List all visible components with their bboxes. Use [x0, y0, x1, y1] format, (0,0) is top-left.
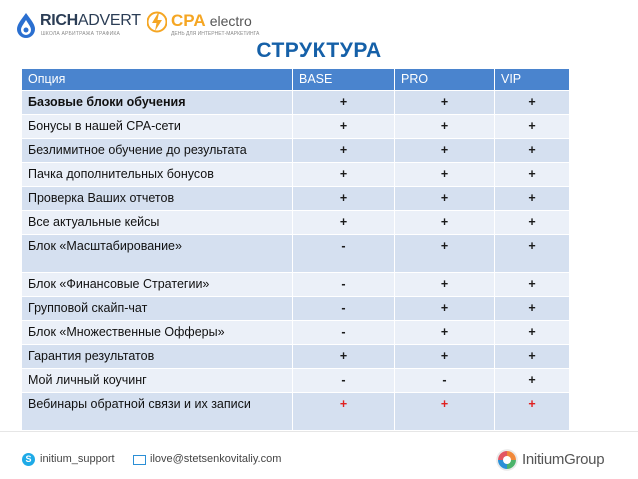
- pro-cell: +: [395, 187, 495, 211]
- table-row: [22, 139, 570, 163]
- pro-cell: +: [395, 91, 495, 115]
- rich-text: RICH: [40, 12, 78, 29]
- advert-text: ADVERT: [77, 12, 141, 29]
- pro-cell: +: [395, 345, 495, 369]
- table-row: [22, 393, 570, 431]
- structure-table: [21, 68, 570, 431]
- pro-cell: +: [395, 115, 495, 139]
- cpa-electro-logo: [147, 6, 297, 42]
- base-cell: +: [293, 115, 395, 139]
- option-cell: Проверка Ваших отчетов: [22, 187, 293, 211]
- base-cell: +: [293, 393, 395, 431]
- table-row: [22, 345, 570, 369]
- option-cell: Все актуальные кейсы: [22, 211, 293, 235]
- option-cell: Блок «Масштабирование»: [22, 235, 293, 273]
- option-cell: Вебинары обратной связи и их записи: [22, 393, 293, 431]
- table-row: [22, 369, 570, 393]
- column-header-vip: VIP: [495, 69, 570, 91]
- vip-cell: +: [495, 369, 570, 393]
- table-header-row: [22, 69, 570, 91]
- skype-handle[interactable]: initium_support: [40, 453, 115, 465]
- footer: [0, 446, 638, 476]
- electro-text: electro: [209, 13, 252, 29]
- vip-cell: +: [495, 187, 570, 211]
- pro-cell: +: [395, 163, 495, 187]
- richadvert-logo: [10, 6, 160, 42]
- option-cell: Пачка дополнительных бонусов: [22, 163, 293, 187]
- column-header-pro: PRO: [395, 69, 495, 91]
- table-row: [22, 297, 570, 321]
- pro-cell: -: [395, 369, 495, 393]
- vip-cell: +: [495, 115, 570, 139]
- base-cell: -: [293, 235, 395, 273]
- pro-cell: +: [395, 273, 495, 297]
- email-link[interactable]: ilove@stetsenkovitaliy.com: [150, 453, 282, 465]
- footer-divider: [0, 431, 638, 432]
- pro-cell: +: [395, 235, 495, 273]
- base-cell: -: [293, 369, 395, 393]
- table-row: [22, 211, 570, 235]
- skype-icon: S: [22, 453, 35, 466]
- richadvert-tagline: ШКОЛА АРБИТРАЖА ТРАФИКА: [41, 31, 121, 37]
- base-cell: +: [293, 91, 395, 115]
- option-cell: Блок «Множественные Офферы»: [22, 321, 293, 345]
- cpa-tagline: ДЕНЬ ДЛЯ ИНТЕРНЕТ-МАРКЕТИНГА: [171, 31, 260, 37]
- option-cell: Бонусы в нашей СРА-сети: [22, 115, 293, 139]
- table-row: [22, 115, 570, 139]
- table-row: [22, 321, 570, 345]
- table-row: [22, 163, 570, 187]
- option-cell: Базовые блоки обучения: [22, 91, 293, 115]
- table-row: [22, 235, 570, 273]
- vip-cell: +: [495, 321, 570, 345]
- option-cell: Мой личный коучинг: [22, 369, 293, 393]
- vip-cell: +: [495, 139, 570, 163]
- vip-cell: +: [495, 393, 570, 431]
- option-cell: Безлимитное обучение до результата: [22, 139, 293, 163]
- initium-logo-icon: [495, 448, 519, 472]
- option-cell: Групповой скайп-чат: [22, 297, 293, 321]
- base-cell: +: [293, 211, 395, 235]
- vip-cell: +: [495, 163, 570, 187]
- vip-cell: +: [495, 211, 570, 235]
- initium-brand: InitiumGroup: [522, 451, 605, 468]
- cpa-brand: [171, 11, 252, 31]
- base-cell: +: [293, 187, 395, 211]
- pro-cell: +: [395, 211, 495, 235]
- pro-cell: +: [395, 139, 495, 163]
- pro-cell: +: [395, 393, 495, 431]
- base-cell: -: [293, 321, 395, 345]
- vip-cell: +: [495, 345, 570, 369]
- base-cell: +: [293, 345, 395, 369]
- column-header-option: Опция: [22, 69, 293, 91]
- vip-cell: +: [495, 235, 570, 273]
- pro-cell: +: [395, 321, 495, 345]
- logos: [10, 6, 310, 42]
- table-row: [22, 91, 570, 115]
- mail-icon: [133, 455, 146, 465]
- vip-cell: +: [495, 91, 570, 115]
- richadvert-brand: [40, 12, 141, 30]
- table-row: [22, 273, 570, 297]
- pro-cell: +: [395, 297, 495, 321]
- base-cell: -: [293, 297, 395, 321]
- page-title: СТРУКТУРА: [256, 39, 382, 62]
- option-cell: Блок «Финансовые Стратегии»: [22, 273, 293, 297]
- base-cell: -: [293, 273, 395, 297]
- vip-cell: +: [495, 297, 570, 321]
- base-cell: +: [293, 139, 395, 163]
- option-cell: Гарантия результатов: [22, 345, 293, 369]
- lightning-icon: [147, 9, 167, 35]
- drop-icon: [15, 12, 37, 38]
- cpa-text: CPA: [171, 11, 205, 30]
- base-cell: +: [293, 163, 395, 187]
- vip-cell: +: [495, 273, 570, 297]
- table-row: [22, 187, 570, 211]
- column-header-base: BASE: [293, 69, 395, 91]
